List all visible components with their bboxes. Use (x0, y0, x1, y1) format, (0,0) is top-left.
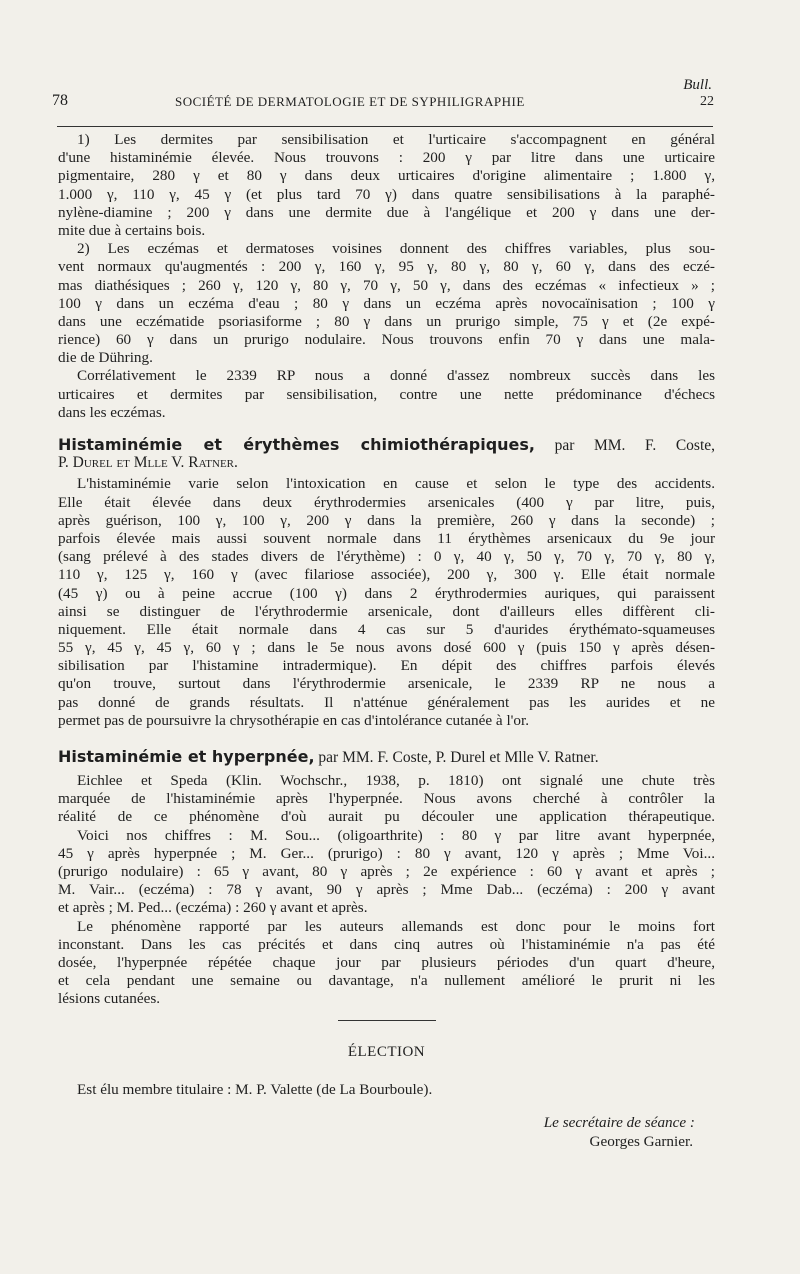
body-text (58, 131, 715, 1151)
text-line: permet pas de poursuivre la chrysothérapie en cas d'intolérance cutanée à l'or. (58, 711, 530, 729)
text-line: mite due à certains bois. (58, 221, 206, 239)
section-divider (338, 1020, 436, 1021)
section-dermites (58, 131, 715, 422)
text-line: Eichlee et Speda (Klin. Wochschr., 1938, p. 1810) ont signalé une chute très (77, 772, 715, 790)
header-rule (57, 126, 713, 127)
text-line: (45 γ) ou à peine accrue (100 γ) dans 2 érythrodermies auriques, qui paraissent (58, 584, 715, 602)
text-line: (sang prélevé à des stades divers de l'érythème) : 0 γ, 40 γ, 50 γ, 70 γ, 70 γ, 80 γ, (58, 548, 715, 566)
text-line: 100 γ dans un eczéma d'eau ; 80 γ dans un eczéma après novocaïnisation ; 100 γ (58, 294, 715, 312)
text-line: parfois élevée mais aussi souvent normale dans 11 érythèmes arsenicaux du 9e jour (58, 529, 715, 547)
text-line: mas diathésiques ; 260 γ, 120 γ, 80 γ, 70 γ, 50 γ, dans des eczémas « infectieux » ; (58, 276, 715, 294)
text-line: d'une histaminémie élevée. Nous trouvons : 200 γ par litre dans une urticaire (58, 149, 715, 167)
text-line: nylène-diamine ; 200 γ dans une dermite due à l'angélique et 200 γ dans une der- (58, 203, 715, 221)
bulletin-label: Bull. (683, 77, 712, 93)
text-line: (prurigo nodulaire) : 65 γ avant, 80 γ après ; 2e expérience : 60 γ avant et après ; (58, 862, 715, 880)
text-line: 2) Les eczémas et dermatoses voisines donnent des chiffres variables, plus sou- (77, 240, 715, 258)
text-line: pas donné de grands résultats. Il n'atténue généralement pas les aurides et ne (58, 693, 715, 711)
text-line: pigmentaire, 280 γ et 80 γ dans deux urticaires d'origine alimentaire ; 1.800 γ, (58, 167, 715, 185)
text-line: dans les eczémas. (58, 403, 166, 421)
text-line: Corrélativement le 2339 RP nous a donné d'assez nombreux succès dans les (77, 367, 715, 385)
text-line: et après ; M. Ped... (eczéma) : 260 γ avant et après. (58, 899, 368, 917)
article-heading-erythemes (58, 436, 715, 472)
page-number: 78 (52, 92, 68, 109)
text-line: 1) Les dermites par sensibilisation et l'urticaire s'accompagnent en général (77, 131, 715, 148)
article-authors: par MM. F. Coste, (554, 437, 716, 454)
text-line: rience) 60 γ dans un prurigo nodulaire. Nous trouvons enfin 70 γ dans une mala- (58, 331, 715, 349)
text-line: Elle était élevée dans deux érythrodermies arsenicales (400 γ par litre, puis, (58, 493, 715, 511)
issue-number: 22 (700, 94, 714, 109)
text-line: qu'on trouve, surtout dans l'érythrodermie arsenicale, le 2339 RP ne nous a (58, 675, 715, 693)
text-line: die de Dühring. (58, 349, 153, 367)
text-line: Le phénomène rapporté par les auteurs allemands est donc pour le moins fort (77, 917, 715, 935)
text-line: M. Vair... (eczéma) : 78 γ avant, 90 γ après ; Mme Dab... (eczéma) : 200 γ avant (58, 881, 715, 899)
article-title: Histaminémie et hyperpnée, (58, 747, 315, 767)
text-line: 110 γ, 125 γ, 160 γ (avec filariose associée), 200 γ, 300 γ. Elle était normale (58, 566, 715, 584)
signature-role: Le secrétaire de séance : (543, 1114, 695, 1132)
article-title: Histaminémie et érythèmes chimiothérapiques, (58, 435, 536, 454)
text-line: sibilisation par l'histamine intradermique). En dépit des chiffres parfois élevés (58, 657, 715, 675)
text-line: après guérison, 100 γ, 100 γ, 200 γ dans la première, 260 γ dans la seconde) ; (58, 511, 715, 529)
journal-title: SOCIÉTÉ DE DERMATOLOGIE ET DE SYPHILIGRAPHIE (175, 94, 525, 109)
election-text: Est élu membre titulaire : M. P. Valette (de La Bourboule). (77, 1081, 433, 1099)
text-line: lésions cutanées. (58, 990, 161, 1008)
signature-name: Georges Garnier. (589, 1132, 693, 1150)
text-line: dans une eczématide psoriasiforme ; 80 γ dans un prurigo simple, 75 γ et (2e expé- (58, 312, 715, 330)
article-authors: P. Durel et Mlle V. Ratner. (58, 454, 238, 472)
text-line: 1.000 γ, 110 γ, 45 γ (et plus tard 70 γ) dans quatre sensibilisations à la paraphé- (58, 185, 715, 203)
article-authors: par MM. F. Coste, P. Durel et Mlle V. Ratner. (318, 749, 599, 767)
election-heading: ÉLECTION (347, 1044, 426, 1061)
text-line: marquée de l'histaminémie après l'hyperpnée. Nous avons cherché à contrôler la (58, 790, 715, 808)
text-line: et cela pendant une semaine ou davantage, n'a nullement amélioré le prurit ni les (58, 972, 715, 990)
text-line: 45 γ après hyperpnée ; M. Ger... (prurigo) : 80 γ avant, 120 γ après ; Mme Voi... (58, 844, 715, 862)
text-line: Voici nos chiffres : M. Sou... (oligoarthrite) : 80 γ par litre avant hyperpnée, (77, 826, 715, 844)
text-line: ainsi se distinguer de l'érythrodermie arsenicale, dont d'ailleurs elles diffèrent cli- (58, 602, 715, 620)
text-line: urticaires et dermites par sensibilisation, contre une nette prédominance d'échecs (58, 385, 715, 403)
running-header (52, 92, 714, 114)
text-line: 55 γ, 45 γ, 45 γ, 60 γ ; dans le 5e nous avons dosé 600 γ (puis 150 γ après désen- (58, 639, 715, 657)
article-body-erythemes (58, 475, 715, 730)
text-line: dosée, l'hyperpnée répétée chaque jour par plusieurs périodes d'un quart d'heure, (58, 953, 715, 971)
article-body-hyperpnee (58, 772, 715, 1008)
article-heading-hyperpnee (58, 748, 715, 770)
text-line: vent normaux qu'augmentés : 200 γ, 160 γ, 95 γ, 80 γ, 80 γ, 60 γ, dans des eczé- (58, 258, 715, 276)
signature-block (58, 1114, 715, 1150)
text-line: L'histaminémie varie selon l'intoxication en cause et selon le type des accidents. (77, 475, 715, 493)
text-line: inconstant. Dans les cas précités et dans cinq autres où l'histaminémie n'a pas été (58, 935, 715, 953)
text-line: réalité de ce phénomène d'où aurait pu découler une application thérapeutique. (58, 808, 715, 826)
text-line: niquement. Elle était normale dans 4 cas sur 5 d'aurides érythémato-squameuses (58, 620, 715, 638)
